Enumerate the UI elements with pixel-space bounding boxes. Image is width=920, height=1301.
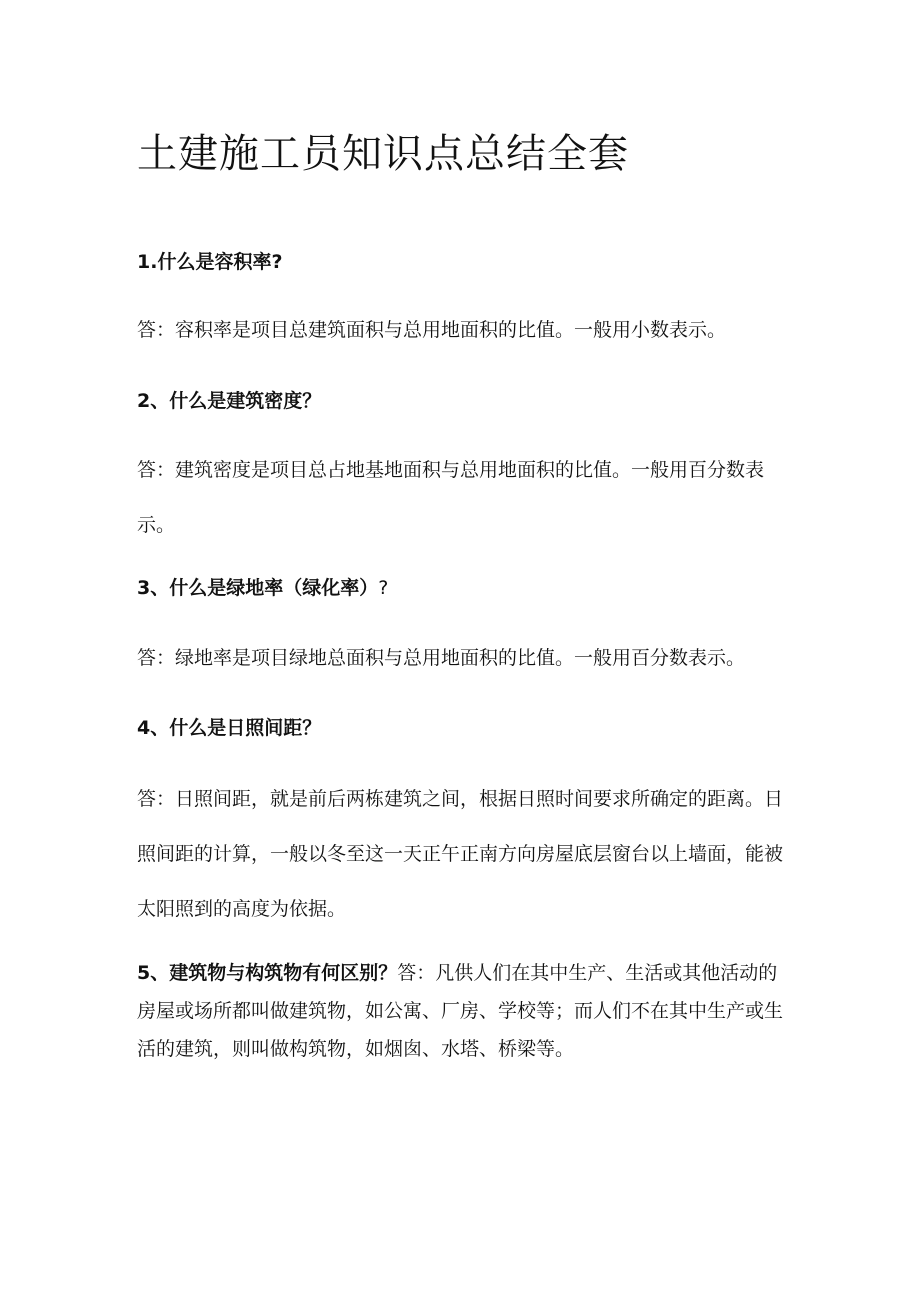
answer-3: 答：绿地率是项目绿地总面积与总用地面积的比值。一般用百分数表示。 [137, 647, 746, 669]
question-3 [137, 573, 388, 603]
item-5 [137, 954, 787, 1068]
question-4: 4、什么是日照间距？ [137, 717, 322, 739]
question-5: 5、建筑物与构筑物有何区别？ [137, 962, 398, 984]
answer-1: 答：容积率是项目总建筑面积与总用地面积的比值。一般用小数表示。 [137, 319, 727, 341]
answer-4: 答：日照间距，就是前后两栋建筑之间，根据日照时间要求所确定的距离。日照间距的计算，一般以冬至这一天正午正南方向房屋底层窗台以上墙面，能被太阳照到的高度为依据。 [137, 788, 784, 920]
answer-2: 答：建筑密度是项目总占地基地面积与总用地面积的比值。一般用百分数表示。 [137, 459, 765, 536]
page-title: 土建施工员知识点总结全套 [137, 131, 629, 177]
question-1: 1.什么是容积率? [137, 251, 283, 273]
question-2: 2、什么是建筑密度？ [137, 390, 322, 412]
answer-5: 答：凡供人们在其中生产、生活或其他活动的房屋或场所都叫做建筑物，如公寓、厂房、学校等；而人们不在其中生产或生活的建筑，则叫做构筑物，如烟囱、水塔、桥梁等。 [137, 962, 784, 1060]
question-3-text: 3、什么是绿地率（绿化率） [137, 577, 379, 599]
question-3-mark: ? [378, 577, 389, 599]
